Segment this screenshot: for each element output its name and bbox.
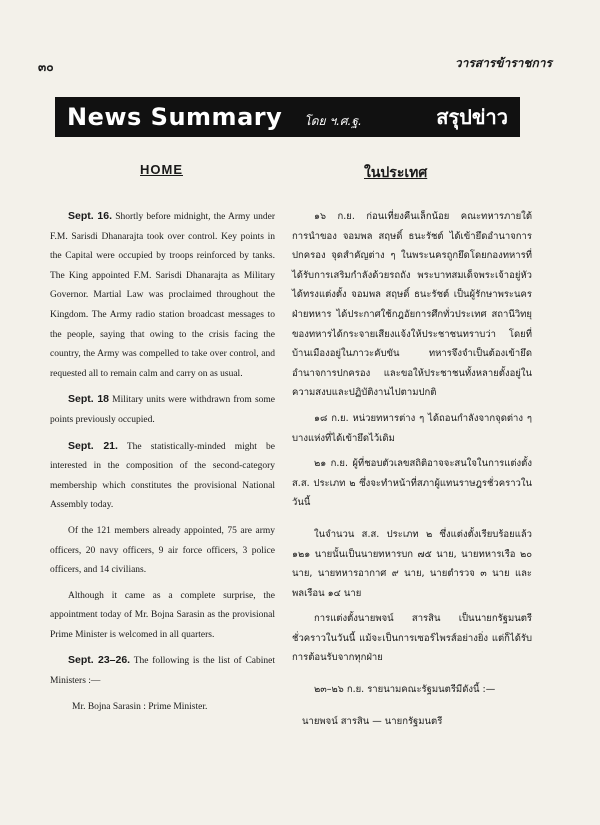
paragraph-text: Of the 121 members already appointed, 75 are army officers, 20 navy officers, 9 air force officers, 3 police officers, and 14 civilians. [50, 525, 275, 576]
thai-column [292, 207, 532, 737]
thai-heading: ในประเทศ [364, 165, 428, 181]
page-number: ๓๐ [38, 60, 54, 74]
date-label: Sept. 21. [68, 439, 118, 452]
english-paragraph [50, 390, 275, 430]
date-label: Sept. 23–26. [68, 654, 131, 667]
thai-paragraph: ในจำนวน ส.ส. ประเภท ๒ ซึ่งแต่งตั้งเรียบร้อยแล้ว ๑๒๑ นายนั้นเป็นนายทหารบก ๗๕ นาย, นายทหารเรือ ๒๐ นาย, นายทหารอากาศ ๙ นาย, นายตำรวจ ๓ นาย และพลเรือน ๑๔ นาย [292, 528, 532, 599]
news-summary-banner [55, 97, 520, 137]
thai-paragraph: ๑๘ ก.ย. หน่วยทหารต่าง ๆ ได้ถอนกำลังจากจุดต่าง ๆ บางแห่งที่ได้เข้ายึดไว้เดิม [292, 412, 532, 444]
paragraph-text: Shortly before midnight, the Army under F.M. Sarisdi Dhanarajta took over control. Key points in the Capital were occupied by troops reinforced by tanks. The King appointed F.M. Sarisdi Dhanarajta as Military Governor. Martial Law was proclaimed throughout the Kingdom. The Army radio station broadcast messages to the people, saying that owing to the crisis facing the country, the Army was compelled to take over control, and requested all to remain calm and carry on as usual. [50, 212, 276, 379]
thai-paragraph: ๑๖ ก.ย. ก่อนเที่ยงคืนเล็กน้อย คณะทหารภายใต้การนำของ จอมพล สฤษดิ์ ธนะรัชต์ ได้เข้ายึดอำนาจการปกครอง จุดสำคัญต่าง ๆ ในพระนครถูกยึดโดยกองทหารที่ได้รับการเสริมกำลังด้วยรถถัง พระบาทสมเด็จพระเจ้าอยู่หัวได้ทรงแต่งตั้ง จอมพล สฤษดิ์ ธนะรัชต์ เป็นผู้รักษาพระนครฝ่ายทหาร ได้ประกาศใช้กฎอัยการศึกทั่วประเทศ สถานีวิทยุของทหารได้กระจายเสียงแจ้งให้ประชาชนทราบว่า โดยที่บ้านเมืองอยู่ในภาวะคับขัน ทหารจึงจำเป็นต้องเข้ายึดอำนาจการปกครอง และขอให้ประชาชนทั้งหลายตั้งอยู่ในความสงบและปฏิบัติงานไปตามปกติ [292, 211, 532, 399]
paragraph-text: Although it came as a complete surprise, the appointment today of Mr. Bojna Sarasin as the provisional Prime Minister is welcomed in all quarters. [50, 590, 275, 640]
english-paragraph [50, 651, 275, 691]
paragraph-text: The following is the list of Cabinet Ministers :— [50, 656, 275, 687]
thai-paragraph: การแต่งตั้งนายพจน์ สารสิน เป็นนายกรัฐมนตรีชั่วคราวในวันนี้ แม้จะเป็นการเซอร์ไพรส์อย่างยิ่ง แต่ก็ได้รับการต้อนรับจากทุกฝ่าย [292, 613, 532, 664]
english-paragraph [50, 437, 275, 516]
journal-title: วารสารข้าราชการ [454, 56, 552, 70]
thai-minister-line: นายพจน์ สารสิน — นายกรัฐมนตรี [302, 715, 443, 727]
paragraph-text: Military units were withdrawn from some points previously occupied. [50, 395, 275, 425]
banner-title-thai: สรุปข่าว [436, 105, 508, 129]
date-label: Sept. 18 [68, 393, 110, 406]
banner-signature: โดย ฯ.ศ.ฐ. [304, 113, 362, 128]
banner-title-english: News Summary [67, 103, 283, 131]
date-label: Sept. 16. [68, 210, 113, 222]
paragraph-text: The statistically-minded might be interested in the composition of the second-category membership which constitutes the provisional National Assembly today. [50, 441, 275, 511]
english-column [50, 207, 275, 723]
english-paragraph [50, 522, 275, 581]
thai-paragraph: ๒๓–๒๖ ก.ย. รายนามคณะรัฐมนตรีมีดังนี้ :— [314, 684, 496, 696]
thai-paragraph: ๒๑ ก.ย. ผู้ที่ชอบตัวเลขสถิติอาจจะสนใจในการแต่งตั้ง ส.ส. ประเภท ๒ ซึ่งจะทำหน้าที่สภาผู้แทนราษฎรชั่วคราวในวันนี้ [292, 458, 532, 509]
english-paragraph [50, 587, 275, 646]
home-heading: HOME [140, 162, 183, 177]
minister-line: Mr. Bojna Sarasin : Prime Minister. [72, 701, 208, 712]
english-paragraph [50, 207, 275, 384]
